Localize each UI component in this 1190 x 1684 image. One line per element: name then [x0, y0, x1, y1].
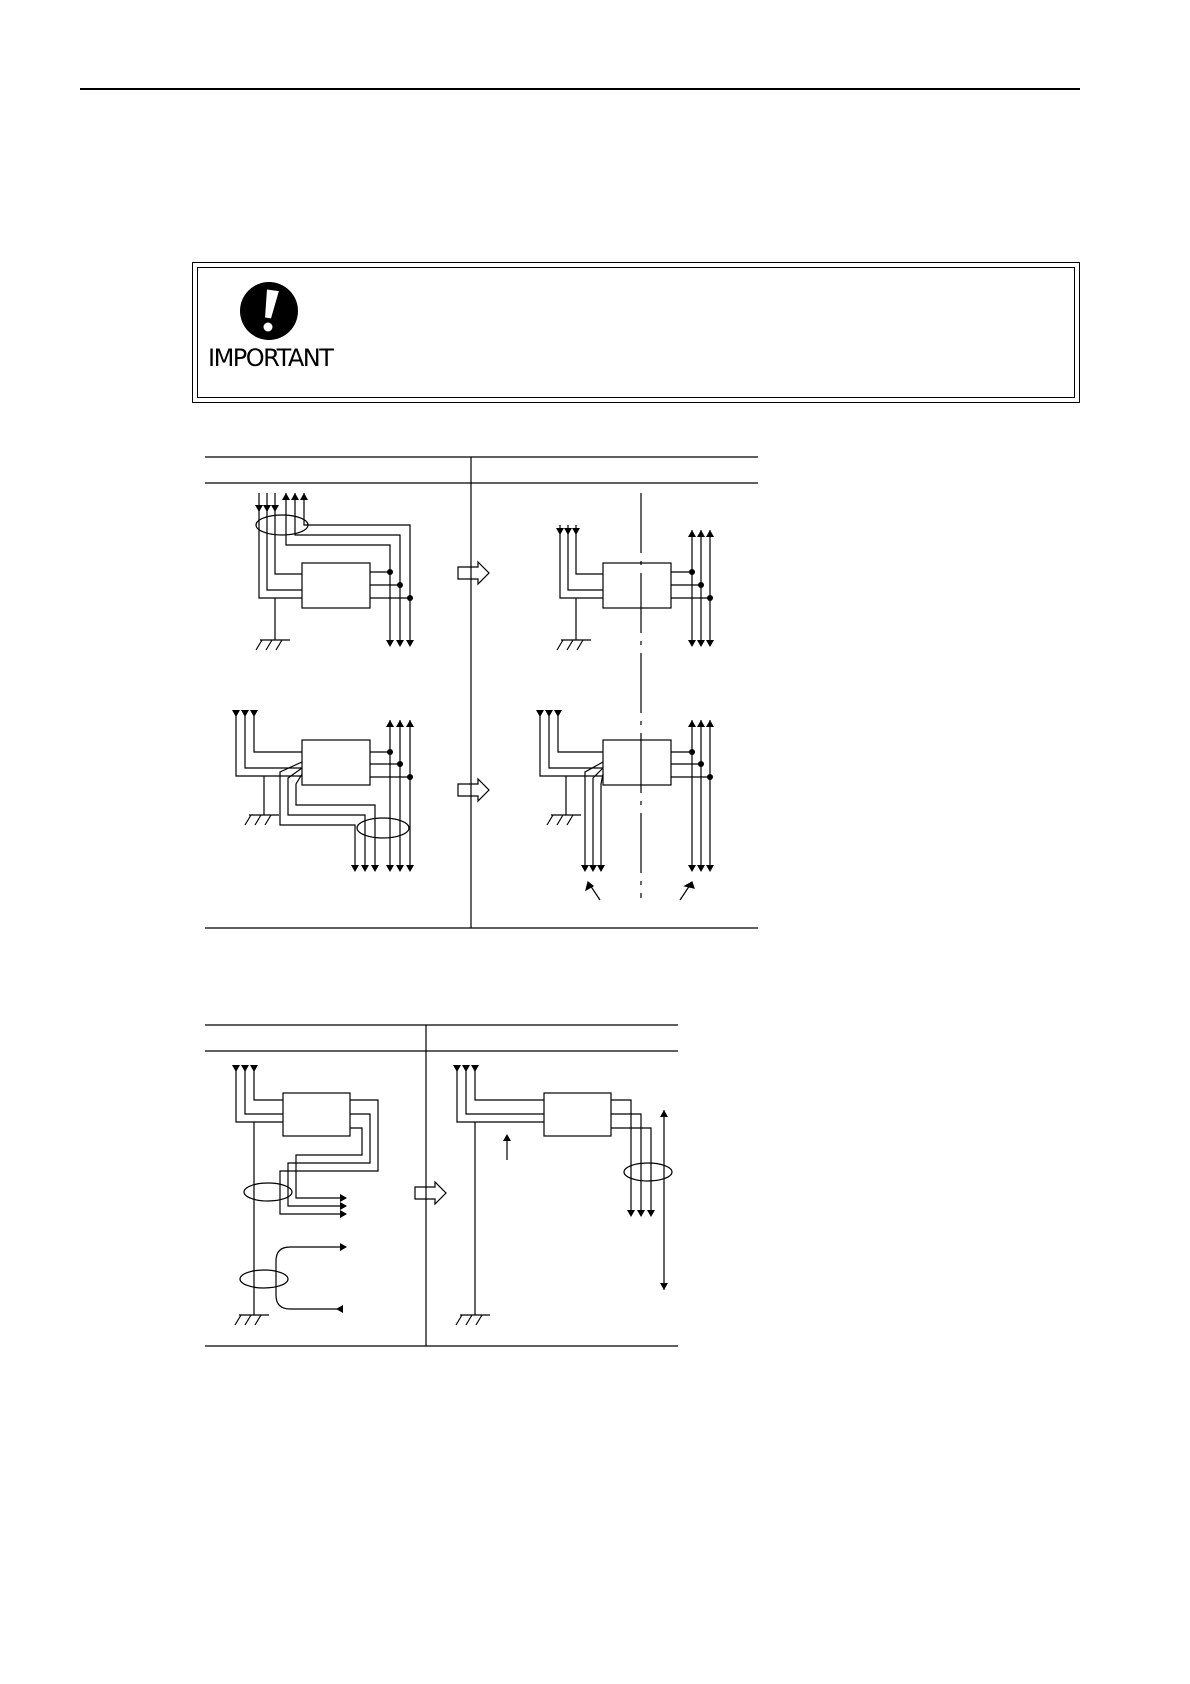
transform-arrow-3: [415, 1182, 446, 1204]
figure-2-before: [235, 1065, 378, 1325]
figure-2-after: [456, 1065, 672, 1325]
important-label: IMPORTANT: [208, 344, 333, 372]
